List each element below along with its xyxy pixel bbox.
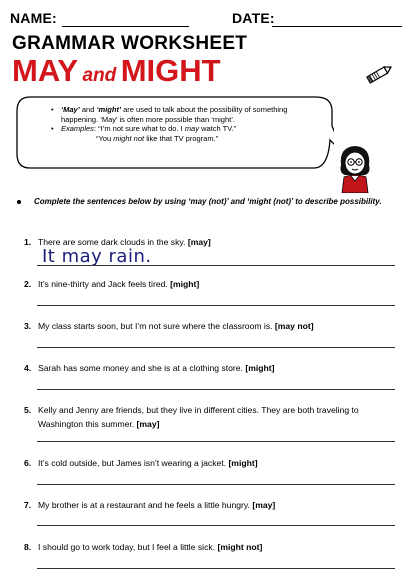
date-label: DATE:	[232, 10, 275, 26]
girl-with-glasses-illustration	[335, 143, 375, 193]
subtitle-and: and	[82, 65, 117, 86]
date-field-line[interactable]	[272, 26, 402, 27]
explanation-rule: • ‘May’ and ‘might’ are used to talk about the possibility of something happening. ‘May’ is often more possible than ‘might’.	[49, 105, 294, 124]
instructions-bullet	[17, 200, 21, 204]
instructions: Complete the sentences below by using ‘may (not)’ and ‘might (not)’ to describe possibility.	[34, 197, 382, 206]
pencil-icon	[365, 62, 395, 86]
grammar-explanation	[49, 105, 294, 143]
name-field-line[interactable]	[62, 26, 189, 27]
answer-line-2[interactable]	[37, 305, 395, 306]
answer-line-4[interactable]	[37, 389, 395, 390]
answer-line-6[interactable]	[37, 484, 395, 485]
answer-line-5[interactable]	[37, 441, 395, 442]
answer-line-3[interactable]	[37, 347, 395, 348]
answer-line-8[interactable]	[37, 568, 395, 569]
explanation-examples: • Examples: “I’m not sure what to do. I may watch TV.” “You might not like that TV program.”	[49, 124, 294, 143]
subtitle-may: MAY	[12, 53, 79, 88]
answer-line-7[interactable]	[37, 525, 395, 526]
subtitle-might: MIGHT	[120, 53, 221, 88]
answer-line-1[interactable]	[37, 265, 395, 266]
worksheet-subtitle	[12, 53, 221, 89]
worksheet-title: GRAMMAR WORKSHEET	[12, 33, 248, 54]
answer-1-handwritten: It may rain.	[42, 246, 152, 267]
name-label: NAME:	[10, 10, 57, 26]
